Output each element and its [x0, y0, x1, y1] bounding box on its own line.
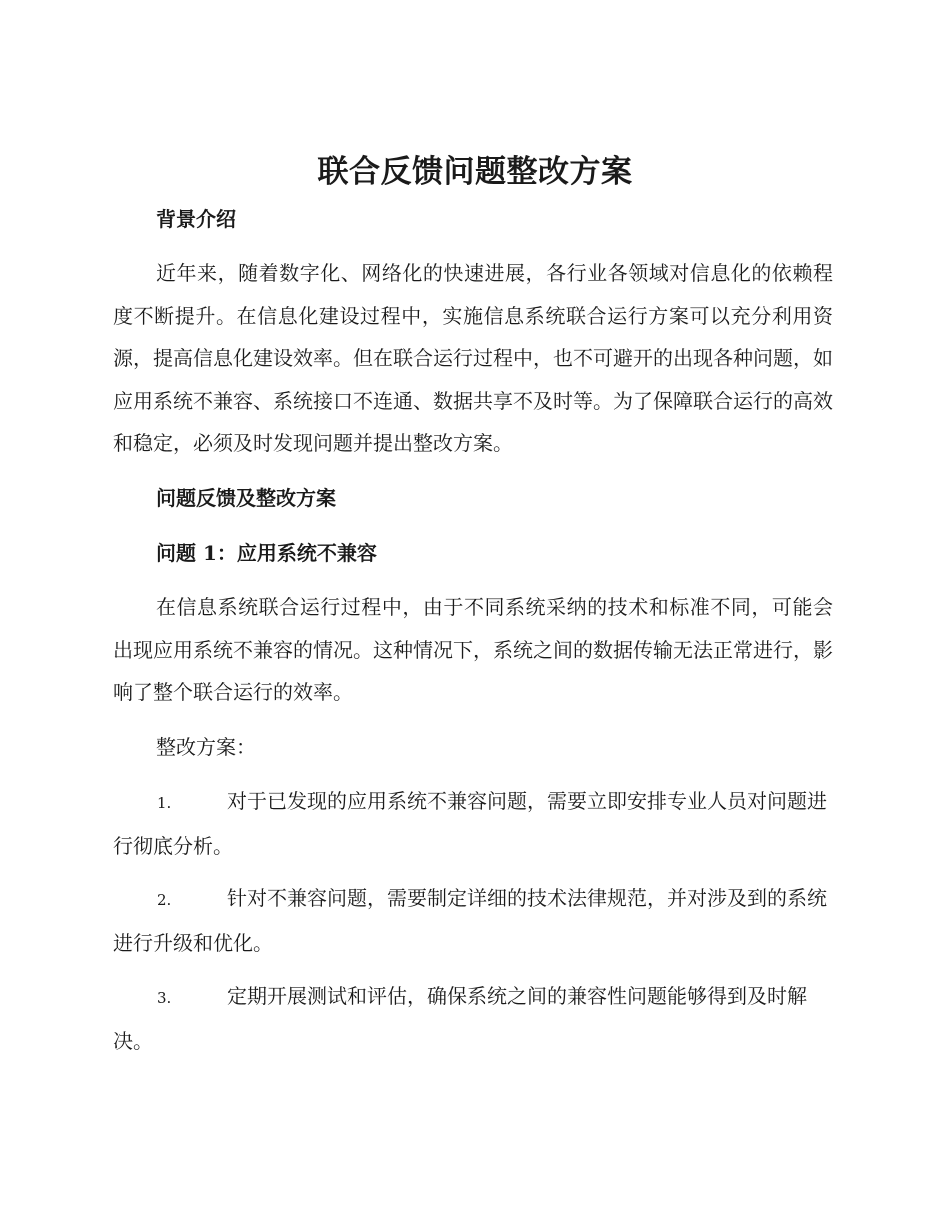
- issue1-heading: 问题 1：应用系统不兼容: [156, 541, 377, 565]
- plan-item-3: [113, 975, 833, 1062]
- plan-item-number: 1.: [157, 794, 172, 812]
- background-paragraph: 近年来，随着数字化、网络化的快速进展，各行业各领域对信息化的依赖程度不断提升。在信息化建设过程中，实施信息系统联合运行方案可以充分利用资源，提高信息化建设效率。但在联合运行过程中，也不可避开的出现各种问题，如应用系统不兼容、系统接口不连通、数据共享不及时等。为了保障联合运行的高效和稳定，必须及时发现问题并提出整改方案。: [113, 261, 833, 455]
- plan-item-number: 2.: [157, 891, 172, 909]
- plan-label: 整改方案：: [156, 735, 256, 759]
- plan-item-text: 定期开展测试和评估，确保系统之间的兼容性问题能够得到及时解决。: [113, 984, 807, 1053]
- plan-item-1: [113, 780, 833, 867]
- plan-item-number: 3.: [157, 989, 172, 1007]
- plan-item-text: 对于已发现的应用系统不兼容问题，需要立即安排专业人员对问题进行彻底分析。: [113, 789, 827, 858]
- plan-item-text: 针对不兼容问题，需要制定详细的技术法律规范，并对涉及到的系统进行升级和优化。: [113, 886, 827, 955]
- document-title: 联合反馈问题整改方案: [317, 154, 633, 190]
- issue1-paragraph: 在信息系统联合运行过程中，由于不同系统采纳的技术和标准不同，可能会出现应用系统不兼容的情况。这种情况下，系统之间的数据传输无法正常进行，影响了整个联合运行的效率。: [113, 595, 833, 704]
- plan-item-2: [113, 877, 833, 964]
- background-heading: 背景介绍: [156, 207, 236, 231]
- feedback-heading: 问题反馈及整改方案: [156, 486, 336, 510]
